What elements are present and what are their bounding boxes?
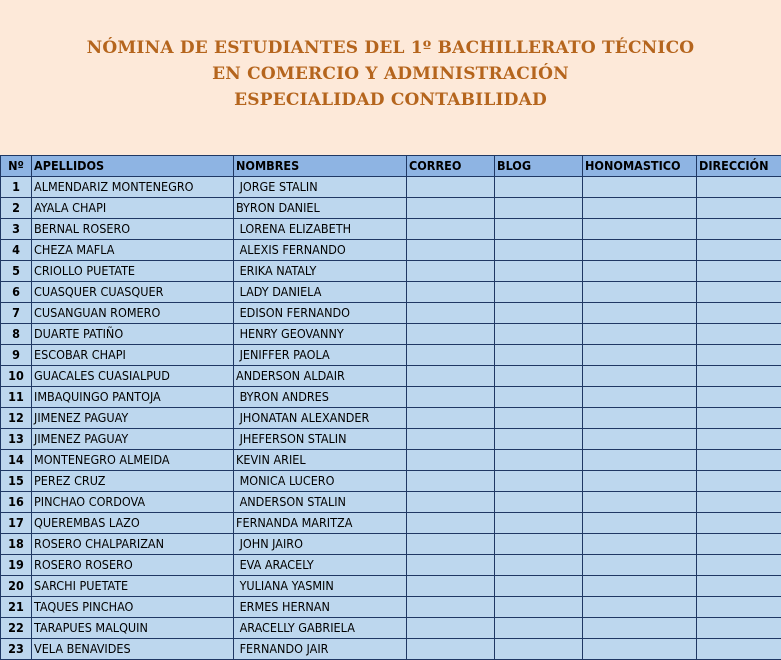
table-row (1, 513, 781, 534)
cell-apellidos[interactable]: DUARTE PATIÑO (32, 324, 234, 345)
cell-direccion[interactable] (697, 429, 781, 450)
cell-blog[interactable] (495, 471, 583, 492)
cell-apellidos[interactable]: TARAPUES MALQUIN (32, 618, 234, 639)
cell-apellidos[interactable]: ALMENDARIZ MONTENEGRO (32, 177, 234, 198)
cell-num[interactable]: 17 (1, 513, 32, 534)
cell-nombres[interactable]: BYRON ANDRES (234, 387, 407, 408)
table-row (1, 303, 781, 324)
cell-num[interactable]: 2 (1, 198, 32, 219)
cell-correo[interactable] (407, 555, 495, 576)
cell-blog[interactable] (495, 261, 583, 282)
cell-blog[interactable] (495, 639, 583, 660)
cell-num[interactable]: 11 (1, 387, 32, 408)
cell-nombres[interactable]: LADY DANIELA (234, 282, 407, 303)
cell-direccion[interactable] (697, 219, 781, 240)
cell-nombres[interactable]: ALEXIS FERNANDO (234, 240, 407, 261)
cell-correo[interactable] (407, 219, 495, 240)
table-row (1, 345, 781, 366)
cell-blog[interactable] (495, 492, 583, 513)
table-row (1, 387, 781, 408)
cell-apellidos[interactable]: PINCHAO CORDOVA (32, 492, 234, 513)
cell-num[interactable]: 10 (1, 366, 32, 387)
cell-num[interactable]: 1 (1, 177, 32, 198)
cell-blog[interactable] (495, 303, 583, 324)
column-header-blog[interactable]: BLOG (495, 156, 583, 177)
cell-num[interactable]: 15 (1, 471, 32, 492)
cell-blog[interactable] (495, 618, 583, 639)
cell-direccion[interactable] (697, 555, 781, 576)
cell-direccion[interactable] (697, 471, 781, 492)
table-row (1, 198, 781, 219)
cell-apellidos[interactable]: ESCOBAR CHAPI (32, 345, 234, 366)
cell-apellidos[interactable]: ROSERO ROSERO (32, 555, 234, 576)
cell-num[interactable]: 20 (1, 576, 32, 597)
cell-correo[interactable] (407, 597, 495, 618)
cell-apellidos[interactable]: TAQUES PINCHAO (32, 597, 234, 618)
cell-num[interactable]: 23 (1, 639, 32, 660)
cell-apellidos[interactable]: PEREZ CRUZ (32, 471, 234, 492)
cell-num[interactable]: 18 (1, 534, 32, 555)
cell-correo[interactable] (407, 240, 495, 261)
cell-correo[interactable] (407, 261, 495, 282)
cell-blog[interactable] (495, 282, 583, 303)
cell-direccion[interactable] (697, 303, 781, 324)
header-row (1, 156, 781, 177)
table-row (1, 429, 781, 450)
cell-direccion[interactable] (697, 513, 781, 534)
table-row (1, 219, 781, 240)
cell-apellidos[interactable]: CUSANGUAN ROMERO (32, 303, 234, 324)
table-row (1, 366, 781, 387)
cell-honomastico[interactable] (583, 555, 697, 576)
column-header-num[interactable]: Nº (1, 156, 32, 177)
cell-correo[interactable] (407, 366, 495, 387)
cell-nombres[interactable]: JORGE STALIN (234, 177, 407, 198)
cell-apellidos[interactable]: GUACALES CUASIALPUD (32, 366, 234, 387)
table-row (1, 450, 781, 471)
cell-honomastico[interactable] (583, 387, 697, 408)
cell-honomastico[interactable] (583, 324, 697, 345)
column-header-direccion[interactable]: DIRECCIÓN (697, 156, 781, 177)
cell-apellidos[interactable]: CHEZA MAFLA (32, 240, 234, 261)
title-line-1: NÓMINA DE ESTUDIANTES DEL 1º BACHILLERATO TÉCNICO (86, 38, 695, 58)
table-row (1, 639, 781, 660)
cell-direccion[interactable] (697, 492, 781, 513)
table-row (1, 576, 781, 597)
cell-direccion[interactable] (697, 282, 781, 303)
cell-blog[interactable] (495, 240, 583, 261)
cell-honomastico[interactable] (583, 534, 697, 555)
cell-blog[interactable] (495, 513, 583, 534)
table-row (1, 534, 781, 555)
cell-honomastico[interactable] (583, 198, 697, 219)
cell-direccion[interactable] (697, 198, 781, 219)
cell-direccion[interactable] (697, 261, 781, 282)
cell-num[interactable]: 3 (1, 219, 32, 240)
cell-correo[interactable] (407, 198, 495, 219)
cell-num[interactable]: 8 (1, 324, 32, 345)
cell-nombres[interactable]: MONICA LUCERO (234, 471, 407, 492)
cell-apellidos[interactable]: VELA BENAVIDES (32, 639, 234, 660)
cell-nombres[interactable]: JENIFFER PAOLA (234, 345, 407, 366)
table-row (1, 261, 781, 282)
table-row (1, 177, 781, 198)
cell-num[interactable]: 14 (1, 450, 32, 471)
cell-apellidos[interactable]: QUEREMBAS LAZO (32, 513, 234, 534)
cell-correo[interactable] (407, 177, 495, 198)
cell-num[interactable]: 5 (1, 261, 32, 282)
cell-blog[interactable] (495, 177, 583, 198)
cell-correo[interactable] (407, 303, 495, 324)
cell-apellidos[interactable]: CUASQUER CUASQUER (32, 282, 234, 303)
cell-nombres[interactable]: ERMES HERNAN (234, 597, 407, 618)
table-row (1, 471, 781, 492)
cell-honomastico[interactable] (583, 429, 697, 450)
cell-correo[interactable] (407, 345, 495, 366)
cell-apellidos[interactable]: ROSERO CHALPARIZAN (32, 534, 234, 555)
cell-direccion[interactable] (697, 408, 781, 429)
cell-honomastico[interactable] (583, 303, 697, 324)
cell-correo[interactable] (407, 534, 495, 555)
cell-blog[interactable] (495, 576, 583, 597)
cell-honomastico[interactable] (583, 513, 697, 534)
title-line-3: ESPECIALIDAD CONTABILIDAD (234, 90, 547, 110)
students-table (0, 155, 781, 660)
cell-num[interactable]: 12 (1, 408, 32, 429)
cell-correo[interactable] (407, 450, 495, 471)
cell-nombres[interactable]: ANDERSON ALDAIR (234, 366, 407, 387)
cell-nombres[interactable]: LORENA ELIZABETH (234, 219, 407, 240)
cell-num[interactable]: 13 (1, 429, 32, 450)
cell-apellidos[interactable]: MONTENEGRO ALMEIDA (32, 450, 234, 471)
cell-blog[interactable] (495, 408, 583, 429)
cell-direccion[interactable] (697, 639, 781, 660)
cell-nombres[interactable]: BYRON DANIEL (234, 198, 407, 219)
cell-direccion[interactable] (697, 576, 781, 597)
cell-correo[interactable] (407, 618, 495, 639)
cell-num[interactable]: 9 (1, 345, 32, 366)
cell-correo[interactable] (407, 471, 495, 492)
cell-direccion[interactable] (697, 534, 781, 555)
cell-correo[interactable] (407, 492, 495, 513)
cell-num[interactable]: 22 (1, 618, 32, 639)
cell-honomastico[interactable] (583, 639, 697, 660)
cell-nombres[interactable]: YULIANA YASMIN (234, 576, 407, 597)
cell-honomastico[interactable] (583, 597, 697, 618)
cell-blog[interactable] (495, 450, 583, 471)
cell-nombres[interactable]: FERNANDO JAIR (234, 639, 407, 660)
cell-apellidos[interactable]: JIMENEZ PAGUAY (32, 429, 234, 450)
title-line-2: EN COMERCIO Y ADMINISTRACIÓN (212, 64, 569, 84)
cell-num[interactable]: 7 (1, 303, 32, 324)
cell-correo[interactable] (407, 282, 495, 303)
cell-direccion[interactable] (697, 366, 781, 387)
cell-nombres[interactable]: EDISON FERNANDO (234, 303, 407, 324)
cell-correo[interactable] (407, 387, 495, 408)
cell-honomastico[interactable] (583, 471, 697, 492)
column-header-apellidos[interactable]: APELLIDOS (32, 156, 234, 177)
cell-blog[interactable] (495, 345, 583, 366)
cell-num[interactable]: 21 (1, 597, 32, 618)
cell-nombres[interactable]: JHONATAN ALEXANDER (234, 408, 407, 429)
cell-nombres[interactable]: ARACELLY GABRIELA (234, 618, 407, 639)
table-row (1, 555, 781, 576)
cell-blog[interactable] (495, 534, 583, 555)
cell-honomastico[interactable] (583, 282, 697, 303)
cell-nombres[interactable]: HENRY GEOVANNY (234, 324, 407, 345)
table-row (1, 492, 781, 513)
cell-apellidos[interactable]: SARCHI PUETATE (32, 576, 234, 597)
cell-correo[interactable] (407, 513, 495, 534)
cell-nombres[interactable]: EVA ARACELY (234, 555, 407, 576)
cell-nombres[interactable]: JOHN JAIRO (234, 534, 407, 555)
cell-num[interactable]: 6 (1, 282, 32, 303)
cell-num[interactable]: 4 (1, 240, 32, 261)
cell-direccion[interactable] (697, 597, 781, 618)
cell-direccion[interactable] (697, 450, 781, 471)
cell-num[interactable]: 16 (1, 492, 32, 513)
cell-honomastico[interactable] (583, 219, 697, 240)
cell-blog[interactable] (495, 387, 583, 408)
cell-nombres[interactable]: JHEFERSON STALIN (234, 429, 407, 450)
cell-direccion[interactable] (697, 240, 781, 261)
cell-apellidos[interactable]: AYALA CHAPI (32, 198, 234, 219)
cell-honomastico[interactable] (583, 408, 697, 429)
cell-direccion[interactable] (697, 324, 781, 345)
cell-num[interactable]: 19 (1, 555, 32, 576)
cell-nombres[interactable]: ANDERSON STALIN (234, 492, 407, 513)
table-row (1, 240, 781, 261)
cell-honomastico[interactable] (583, 618, 697, 639)
table-row (1, 618, 781, 639)
cell-nombres[interactable]: ERIKA NATALY (234, 261, 407, 282)
cell-correo[interactable] (407, 576, 495, 597)
cell-honomastico[interactable] (583, 177, 697, 198)
cell-honomastico[interactable] (583, 366, 697, 387)
cell-honomastico[interactable] (583, 492, 697, 513)
cell-blog[interactable] (495, 366, 583, 387)
cell-blog[interactable] (495, 597, 583, 618)
cell-nombres[interactable]: FERNANDA MARITZA (234, 513, 407, 534)
cell-apellidos[interactable]: CRIOLLO PUETATE (32, 261, 234, 282)
cell-blog[interactable] (495, 198, 583, 219)
cell-correo[interactable] (407, 324, 495, 345)
cell-honomastico[interactable] (583, 576, 697, 597)
cell-honomastico[interactable] (583, 345, 697, 366)
table-row (1, 408, 781, 429)
column-header-correo[interactable]: CORREO (407, 156, 495, 177)
cell-apellidos[interactable]: JIMENEZ PAGUAY (32, 408, 234, 429)
table-row (1, 324, 781, 345)
sheet-header (0, 0, 781, 155)
column-header-nombres[interactable]: NOMBRES (234, 156, 407, 177)
cell-direccion[interactable] (697, 387, 781, 408)
cell-correo[interactable] (407, 408, 495, 429)
cell-apellidos[interactable]: BERNAL ROSERO (32, 219, 234, 240)
column-header-honomastico[interactable]: HONOMASTICO (583, 156, 697, 177)
cell-correo[interactable] (407, 639, 495, 660)
table-row (1, 282, 781, 303)
cell-correo[interactable] (407, 429, 495, 450)
cell-direccion[interactable] (697, 345, 781, 366)
cell-blog[interactable] (495, 555, 583, 576)
cell-blog[interactable] (495, 429, 583, 450)
cell-honomastico[interactable] (583, 240, 697, 261)
cell-direccion[interactable] (697, 177, 781, 198)
cell-apellidos[interactable]: IMBAQUINGO PANTOJA (32, 387, 234, 408)
cell-honomastico[interactable] (583, 261, 697, 282)
cell-nombres[interactable]: KEVIN ARIEL (234, 450, 407, 471)
cell-direccion[interactable] (697, 618, 781, 639)
cell-honomastico[interactable] (583, 450, 697, 471)
cell-blog[interactable] (495, 219, 583, 240)
cell-blog[interactable] (495, 324, 583, 345)
table-row (1, 597, 781, 618)
